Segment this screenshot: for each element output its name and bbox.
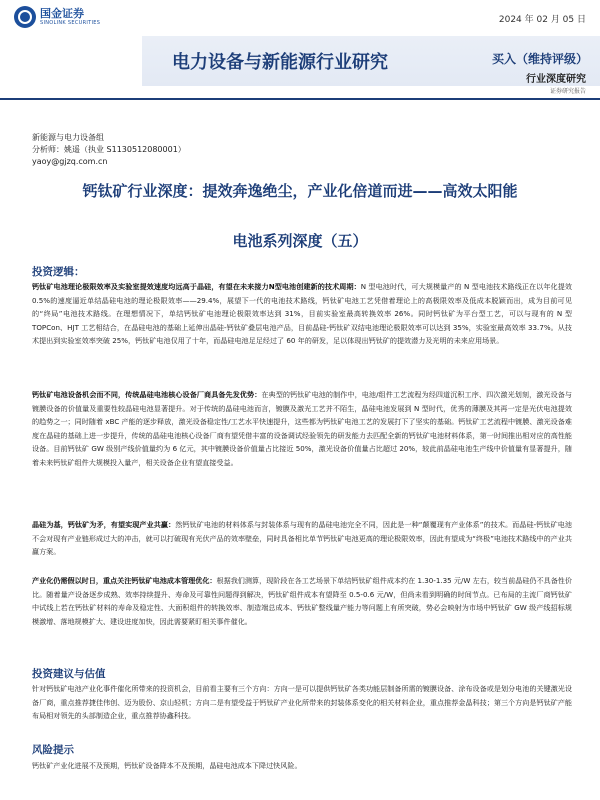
paragraph-3-lead: 晶硅为基，钙钛矿为矛，有望实现产业共赢： [32, 520, 176, 529]
report-header [0, 0, 600, 120]
logo-name-en: SINOLINK SECURITIES [40, 19, 101, 26]
analyst-name: 分析师：姚遥（执业 S1130512080001） [32, 145, 186, 154]
logo-icon [14, 6, 36, 28]
paragraph-2-body: 在典型的钙钛矿电池的制作中，电池/组件工艺流程为经四道沉积工序、四次激光划刻，激光设备与镀膜设备的价值量及重要性较晶硅电池显著提升。对于传统的晶硅电池而言，镀膜及激光工艺并不陌生，晶硅电池发展到 N 型时代，优秀的薄膜及其再一定是光伏电池提效的趋势之一；同时随着 xBC 产能的逐步释放，激光设备稳定性/工艺水平快速提升，这些都为钙钛矿电池工艺的发展打下了坚实的基础。钙钛矿工艺流程中镀膜、激光设备难度在晶硅的基础上进一步提升，传统的晶硅电池核心设备厂商有望凭借丰富的设备调试经验领先的研发能力去匹配全新的钙钛矿电池材料体系，第一时间推出相对应的高性能设备。目前钙钛矿 GW 级别产线价值量约为 6 亿元，其中镀膜设备价值量占比接近 50%，激光设备价值量占比超过 20%，较此前晶硅电池生产线中价值量有显著提升，随着未来钙钛矿组件大规模投入量产，相关设备企业有望直接受益。 [32, 390, 573, 467]
logo-name-cn: 国金证券 [40, 6, 84, 20]
paragraph-3-body: 然钙钛矿电池的材料体系与封装体系与现有的晶硅电池完全不同，因此是一种“颠覆现有产业体系”的技术。而晶硅-钙钛矿电池不会对现有产业链形成过大的冲击，就可以打破现有光伏产品的效率壁垒，同时具备相比单节钙钛矿电池更高的理论极限效率，因此有望成为“终极”电池技术路线中的产业共赢方案。 [32, 520, 573, 556]
section-heading-risk: 风险提示 [32, 744, 74, 756]
paragraph-4-lead: 产业化仍需假以时日，重点关注钙钛矿电池成本管理优化： [32, 576, 217, 585]
paragraph-4 [32, 574, 572, 656]
paragraph-6-body: 钙钛矿产业化进展不及预期，钙钛矿设备降本不及预期，晶硅电池成本下降过快风险。 [32, 761, 302, 770]
section-heading-advice: 投资建议与估值 [32, 668, 106, 680]
rating-label: 买入（维持评级） [491, 52, 588, 66]
company-logo [14, 6, 100, 28]
paragraph-2 [32, 388, 572, 516]
industry-title: 电力设备与新能源行业研究 [172, 52, 388, 73]
paragraph-4-body: 根据我们测算，现阶段在各工艺场景下单结钙钛矿组件成本约在 1.30-1.35 元/W 左右，较当前晶硅仍不具备性价比。随着量产设备逐步成熟、效率持续提升、寿命及可靠性问题得到解决，钙钛矿组件成本有望降至 0.5-0.6 元/W，但尚未看到明确的时间节点。已布局的主流厂商钙钛矿中试线上若在钙钛矿材料的寿命及稳定性、大面积组件的转换效率、制造端总成本、钙钛矿整线量产能力等问题上有所突破，势必会映射为市场中钙钛矿 GW 级产线招标规模激增、落地规模扩大、建设进度加快，因此需要紧盯相关事件催化。 [32, 576, 572, 626]
paragraph-3 [32, 518, 572, 572]
analyst-info [32, 132, 186, 168]
report-date: 2024 年 02 月 05 日 [498, 15, 586, 25]
paragraph-1-body: N 型电池时代，可大规模量产的 N 型电池技术路线正在以年化提效 0.5%的速度逼近单结晶硅电池的理论极限效率——29.4%，展望下一代的电池技术路线，钙钛矿电池工艺凭借着理论上的高极限效率及低成本脱颖而出，成为目前可见的“终局”电池技术路线。在理想情况下，单结钙钛矿电池理论极限效率达到 31%，目前实验室最高转换效率 26%。同时钙钛矿为平台型工艺，可以与现有的 N 型 TOPCon、HJT 工艺相结合，在晶硅电池的基础上延伸出晶硅-钙钛矿叠层电池产品，目前晶硅-钙钛矿双结电池理论极限效率可以达到 35%，实验室最高效率 33.7%。从技术提出到实验室效率突破 25%，钙钛矿电池仅用了十年，而晶硅电池足足经过了 60 年的研发，足以体现出钙钛矿的提效潜力及光明的未来应用场景。 [32, 282, 572, 345]
section-heading-logic: 投资逻辑： [32, 266, 85, 278]
paragraph-6 [32, 759, 572, 775]
report-type: 行业深度研究 [526, 74, 586, 85]
research-group: 新能源与电力设备组 [32, 133, 104, 142]
document-title-line2: 电池系列深度（五） [232, 232, 368, 250]
paragraph-2-lead: 钙钛矿电池设备机会而不同，传统晶硅电池核心设备厂商具备先发优势： [32, 390, 262, 399]
paragraph-5 [32, 682, 572, 738]
paragraph-1-lead: 钙钛矿电池理论极限效率及实验室提效速度均远高于晶硅，有望在未来接力N型电池创建新的技术周期： [32, 282, 361, 291]
report-subtype: 证券研究报告 [549, 88, 586, 95]
header-divider [0, 98, 600, 100]
paragraph-5-body: 针对钙钛矿电池产业化事件催化所带来的投资机会，目前看主要有三个方向：方向一是可以提供钙钛矿各类功能层制备所需的镀膜设备、涂布设备或是划分电池的关键激光设备厂商，重点推荐捷佳伟创、迈为股份、京山轻机；方向二是有望受益于钙钛矿产业化所带来的封装体系变化的相关材料企业，重点推荐金晶科技；第三个方向是钙钛矿产能布局相对领先的头部制造企业，重点推荐协鑫科技。 [32, 684, 572, 720]
paragraph-1 [32, 280, 572, 386]
analyst-email: yaoy@gjzq.com.cn [32, 157, 108, 166]
document-title-line1: 钙钛矿行业深度：提效奔逸绝尘，产业化倍道而进——高效太阳能 [82, 182, 518, 200]
